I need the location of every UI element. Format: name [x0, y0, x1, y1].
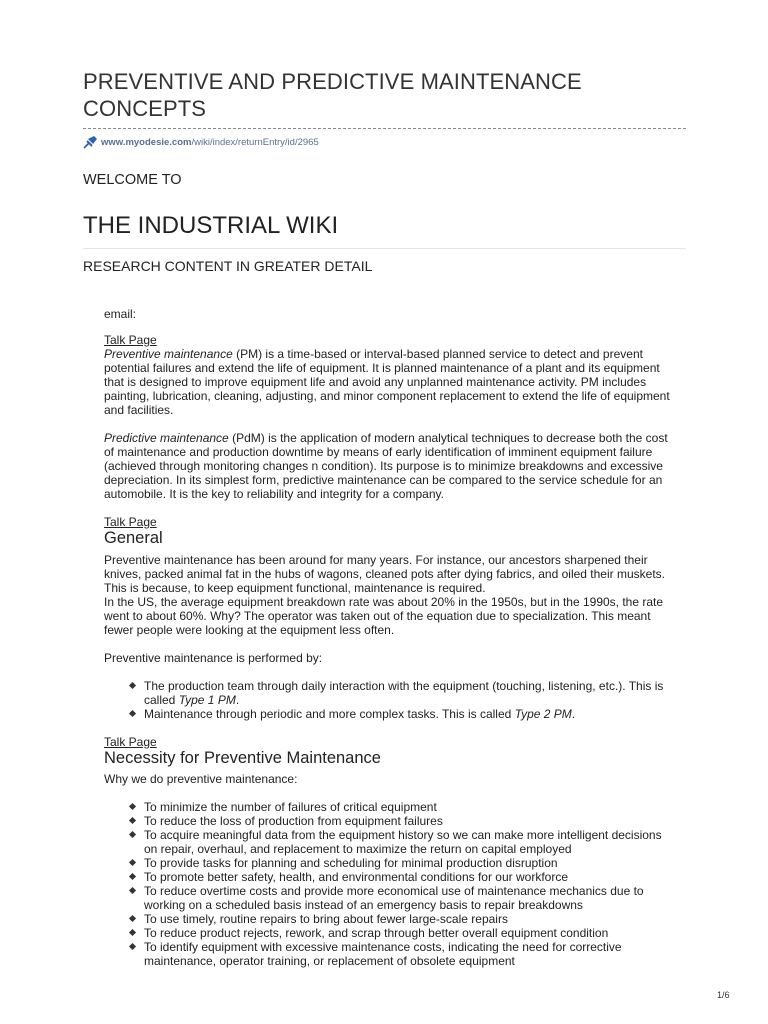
dashed-divider: [83, 128, 686, 129]
list-item: To reduce overtime costs and provide more economical use of maintenance mechanics due to working on a scheduled basis instead of an emergency basis to repair breakdowns: [104, 884, 676, 912]
list-item: To reduce the loss of production from equipment failures: [104, 814, 676, 828]
source-path[interactable]: /wiki/index/returnEntry/id/2965: [191, 136, 319, 148]
list-item: To acquire meaningful data from the equipment history so we can make more intelligent decisions on repair, overhaul, and replacement to maximize the return on capital employed: [104, 828, 676, 856]
general-para-2: In the US, the average equipment breakdown rate was about 20% in the 1950s, but in the 1990s, the rate went to about 60%. Why? The operator was taken out of the equation due to specialization. This meant fewer people were looking at the equipment less often.: [104, 595, 664, 637]
list-item: To reduce product rejects, rework, and scrap through better overall equipment condition: [104, 926, 676, 940]
welcome-text: WELCOME TO: [83, 172, 182, 188]
performed-by-list: [104, 679, 676, 721]
list-item: To use timely, routine repairs to bring about fewer large-scale repairs: [104, 912, 676, 926]
performed-by-text: Preventive maintenance is performed by:: [104, 651, 323, 665]
talk-page-link[interactable]: Talk Page: [104, 515, 157, 529]
title-divider: [83, 248, 686, 249]
pdm-term: Predictive maintenance: [104, 431, 229, 445]
list-item: To provide tasks for planning and scheduling for minimal production disruption: [104, 856, 676, 870]
wiki-subtitle: RESEARCH CONTENT IN GREATER DETAIL: [83, 258, 373, 274]
source-domain[interactable]: www.myodesie.com: [101, 136, 192, 148]
pm-term: Preventive maintenance: [104, 347, 233, 361]
wiki-title: THE INDUSTRIAL WIKI: [83, 212, 339, 239]
pdm-definition: [104, 431, 676, 501]
list-item: Maintenance through periodic and more complex tasks. This is called Type 2 PM.: [104, 707, 676, 721]
list-item: To identify equipment with excessive maintenance costs, indicating the need for corrective maintenance, operator training, or replacement of obsolete equipment: [104, 940, 676, 968]
general-para-1: Preventive maintenance has been around for many years. For instance, our ancestors sharpened their knives, packed animal fat in the hubs of wagons, cleaned pots after dying fabrics, and oiled their muskets. This is because, to keep equipment functional, maintenance is required.: [104, 553, 665, 595]
source-link[interactable]: [82, 135, 319, 149]
page-number: 1/6: [717, 990, 730, 1000]
pushpin-icon: [82, 135, 98, 149]
necessity-heading: Necessity for Preventive Maintenance: [104, 749, 381, 767]
talk-page-link[interactable]: Talk Page: [104, 735, 157, 749]
pm-text: (PM) is a time-based or interval-based planned service to detect and prevent potential failures and extend the life of equipment. It is planned maintenance of a plant and its equipment that is designed to improve equipment life and avoid any unplanned maintenance activity. PM includes painting, lubrication, cleaning, adjusting, and minor component replacement to extend the life of equipment and facilities.: [104, 347, 670, 417]
list-item: To promote better safety, health, and environmental conditions for our workforce: [104, 870, 676, 884]
list-item: To minimize the number of failures of critical equipment: [104, 800, 676, 814]
list-item: The production team through daily interaction with the equipment (touching, listening, etc.). This is called Type 1 PM.: [104, 679, 676, 707]
necessity-list: [104, 800, 676, 968]
pm-definition: [104, 347, 676, 417]
article-body: [104, 307, 676, 968]
pdm-text: (PdM) is the application of modern analytical techniques to decrease both the cost of maintenance and production downtime by means of early identification of imminent equipment failure (achieved through monitoring changes n condition). Its purpose is to minimize breakdowns and excessive depreciation. In its simplest form, predictive maintenance can be compared to the service schedule for an automobile. It is the key to reliability and integrity for a company.: [104, 431, 668, 501]
general-heading: General: [104, 529, 163, 547]
email-label: email:: [104, 307, 137, 321]
necessity-intro: Why we do preventive maintenance:: [104, 772, 298, 786]
document-title: PREVENTIVE AND PREDICTIVE MAINTENANCE CONCEPTS: [83, 69, 582, 121]
talk-page-link[interactable]: Talk Page: [104, 333, 157, 347]
